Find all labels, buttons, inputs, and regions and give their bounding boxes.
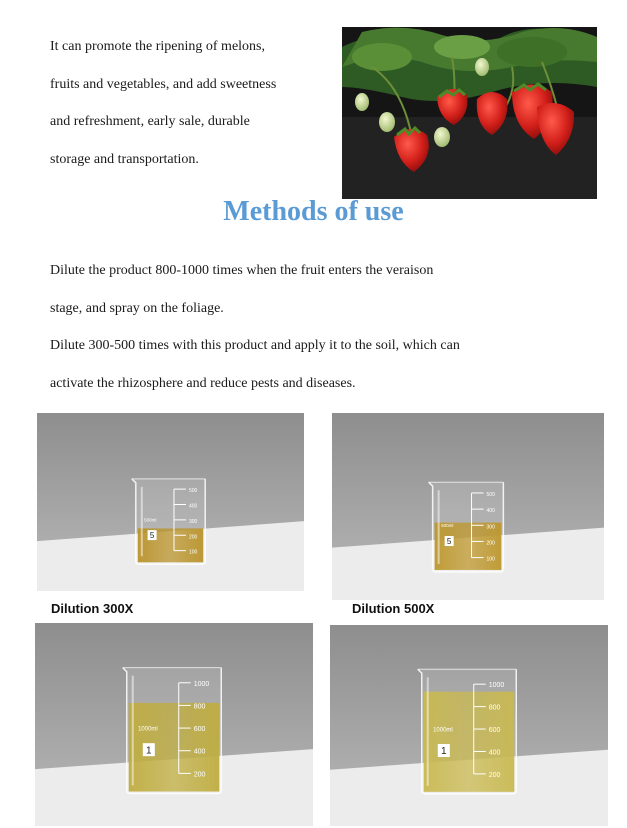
beaker-volume-label: 500ml bbox=[441, 523, 454, 529]
beaker-tag: 1 bbox=[146, 745, 152, 757]
graduation-label: 1000 bbox=[193, 680, 210, 688]
graduation-label: 100 bbox=[188, 549, 198, 556]
graduation-label: 600 bbox=[488, 727, 501, 735]
usage-paragraph bbox=[50, 260, 590, 410]
graduation-label: 400 bbox=[193, 748, 206, 756]
beaker-tag: 5 bbox=[446, 536, 452, 546]
usage-line: stage, and spray on the foliage. bbox=[50, 300, 224, 316]
beaker-photo-dilution-300 bbox=[37, 413, 304, 591]
beaker-tag: 1 bbox=[441, 746, 447, 758]
graduation-label: 400 bbox=[486, 508, 495, 515]
beaker-photo-large-2 bbox=[330, 625, 608, 826]
caption-dilution-300: Dilution 300X bbox=[51, 601, 134, 616]
graduation-label: 400 bbox=[188, 503, 198, 510]
intro-line: It can promote the ripening of melons, bbox=[50, 39, 265, 54]
beaker-volume-label: 1000ml bbox=[138, 726, 158, 733]
graduation-label: 400 bbox=[488, 749, 501, 757]
usage-line: activate the rhizosphere and reduce pests and diseases. bbox=[50, 375, 356, 391]
graduation-label: 600 bbox=[193, 726, 206, 734]
graduation-label: 800 bbox=[488, 704, 501, 712]
usage-line: Dilute 300-500 times with this product and apply it to the soil, which can bbox=[50, 338, 460, 353]
graduation-label: 800 bbox=[193, 703, 206, 711]
graduation-label: 200 bbox=[488, 771, 501, 779]
graduation-label: 200 bbox=[193, 771, 206, 779]
beaker-volume-label: 1000ml bbox=[433, 727, 453, 734]
beaker-photo-dilution-500 bbox=[332, 413, 604, 600]
intro-line: fruits and vegetables, and add sweetness bbox=[50, 76, 277, 92]
beaker-tag: 5 bbox=[149, 530, 155, 540]
graduation-label: 200 bbox=[486, 540, 495, 547]
graduation-label: 1000 bbox=[488, 682, 505, 690]
graduation-label: 500 bbox=[486, 491, 495, 498]
graduation-label: 300 bbox=[486, 524, 495, 531]
graduation-label: 200 bbox=[188, 534, 198, 541]
section-heading: Methods of use bbox=[223, 196, 404, 227]
beaker-volume-label: 500ml bbox=[144, 517, 157, 523]
strawberry-photo bbox=[342, 27, 597, 199]
graduation-label: 100 bbox=[486, 556, 495, 563]
caption-dilution-500: Dilution 500X bbox=[352, 601, 435, 616]
graduation-label: 500 bbox=[188, 488, 198, 495]
intro-line: storage and transportation. bbox=[50, 151, 199, 167]
graduation-label: 300 bbox=[188, 518, 198, 525]
beaker-photo-large-1 bbox=[35, 623, 313, 826]
intro-line: and refreshment, early sale, durable bbox=[50, 114, 250, 129]
intro-paragraph bbox=[50, 36, 340, 186]
usage-line: Dilute the product 800-1000 times when the fruit enters the veraison bbox=[50, 263, 434, 278]
